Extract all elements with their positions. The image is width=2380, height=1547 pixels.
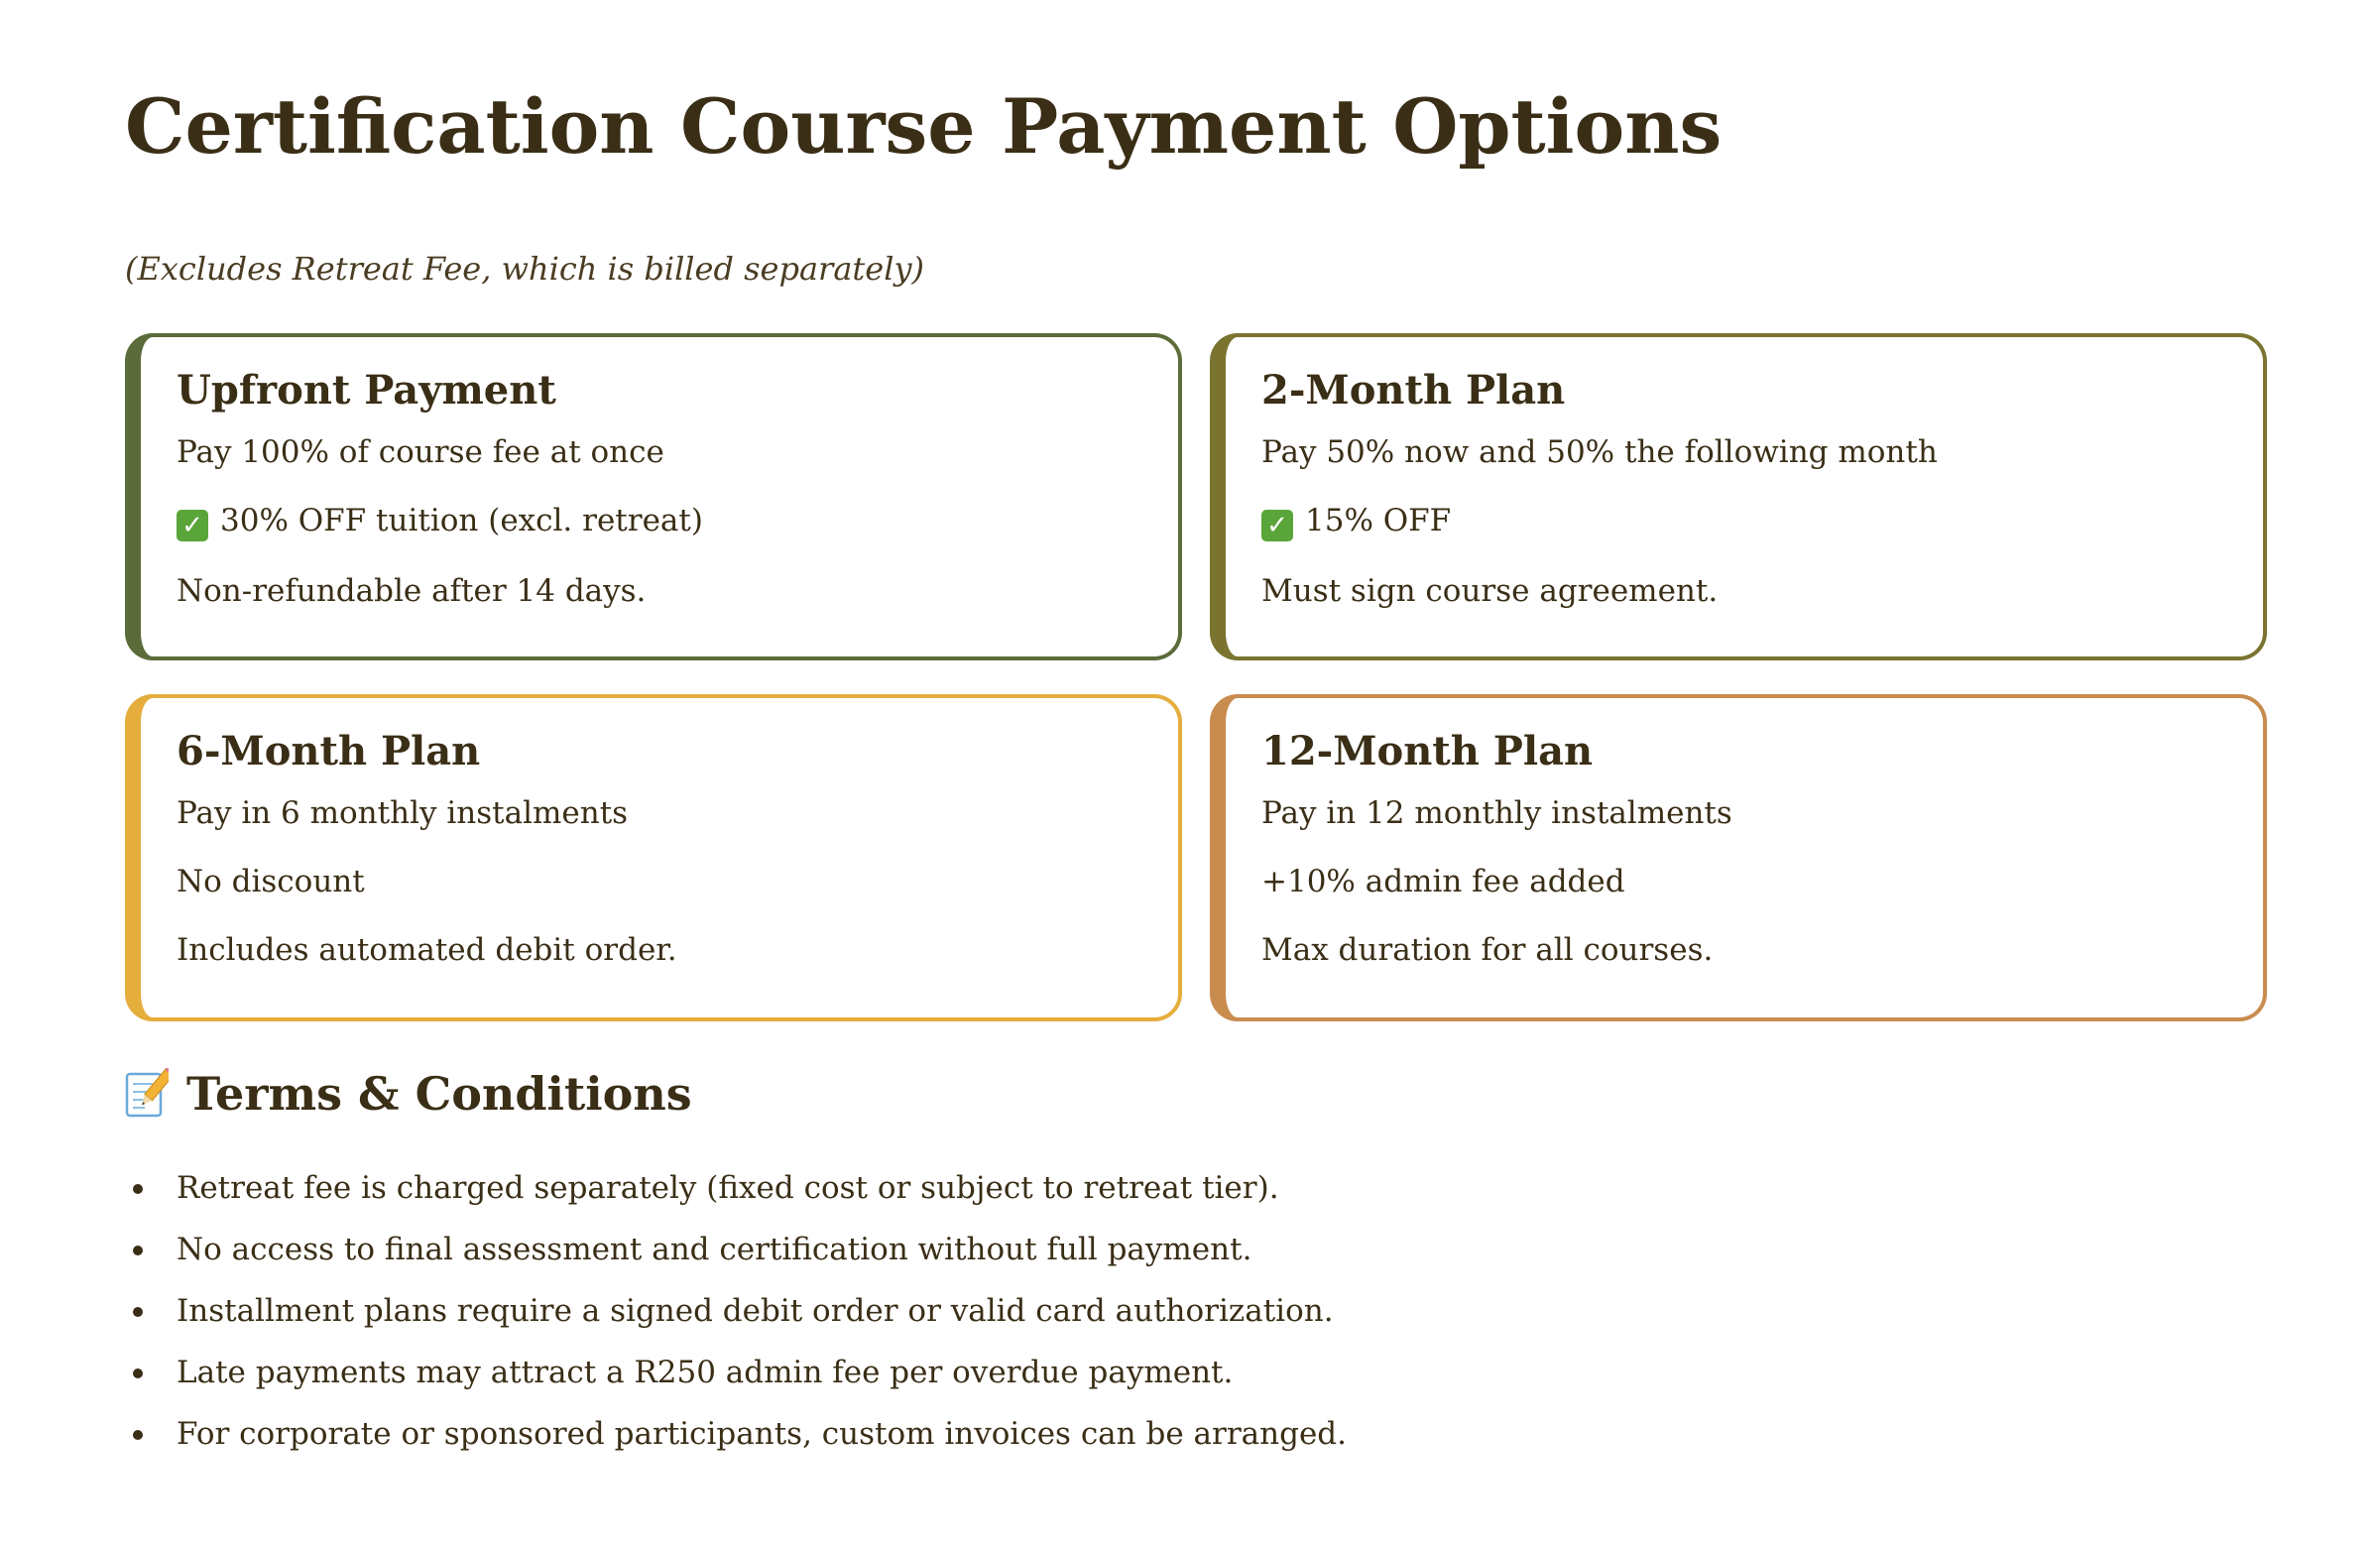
plan-title: 6-Month Plan [177, 728, 481, 774]
term-text: Installment plans require a signed debit order or valid card authorization. [177, 1293, 1334, 1329]
term-text: Late payments may attract a R250 admin fee per overdue payment. [177, 1355, 1234, 1390]
terms-heading-text: Terms & Conditions [186, 1067, 692, 1121]
list-item [125, 1170, 1347, 1232]
memo-icon [125, 1068, 169, 1118]
plan-description: Pay in 6 monthly instalments [177, 795, 629, 831]
list-item [125, 1416, 1347, 1478]
plan-discount: No discount [177, 864, 365, 900]
bullet-icon [133, 1184, 143, 1194]
plan-discount [177, 503, 1142, 541]
plan-description: Pay in 12 monthly instalments [1261, 795, 1732, 831]
plan-description: Pay 100% of course fee at once [177, 434, 664, 470]
plan-note: Non-refundable after 14 days. [177, 573, 647, 610]
plan-card-6-month [125, 694, 1182, 1021]
plan-title: 2-Month Plan [1261, 367, 1566, 414]
term-text: No access to final assessment and certification without full payment. [177, 1232, 1252, 1267]
list-item [125, 1293, 1347, 1355]
bullet-icon [133, 1246, 143, 1255]
plan-card-12-month [1210, 694, 2267, 1021]
terms-list [125, 1170, 1347, 1478]
check-mark-icon: ✓ [1261, 510, 1293, 541]
plan-discount [1261, 503, 2227, 541]
list-item [125, 1355, 1347, 1416]
bullet-icon [133, 1307, 143, 1317]
check-mark-icon: ✓ [177, 510, 208, 541]
term-text: Retreat fee is charged separately (fixed cost or subject to retreat tier). [177, 1170, 1279, 1206]
page-subtitle: (Excludes Retreat Fee, which is billed separately) [125, 250, 925, 288]
plan-description: Pay 50% now and 50% the following month [1261, 434, 1938, 470]
plan-title: 12-Month Plan [1261, 728, 1594, 774]
terms-heading [125, 1067, 692, 1122]
list-item [125, 1232, 1347, 1293]
plan-card-2-month [1210, 333, 2267, 660]
plan-discount-text: 15% OFF [1305, 503, 1452, 539]
plan-note: Includes automated debit order. [177, 932, 677, 969]
term-text: For corporate or sponsored participants, custom invoices can be arranged. [177, 1416, 1347, 1452]
plan-discount-text: 30% OFF tuition (excl. retreat) [220, 503, 703, 539]
plan-note: Max duration for all courses. [1261, 932, 1714, 969]
bullet-icon [133, 1368, 143, 1378]
bullet-icon [133, 1430, 143, 1440]
plan-note: Must sign course agreement. [1261, 573, 1719, 610]
plan-title: Upfront Payment [177, 367, 556, 414]
plan-fee: +10% admin fee added [1261, 864, 1625, 900]
page-title: Certification Course Payment Options [125, 82, 1723, 171]
plan-card-upfront [125, 333, 1182, 660]
